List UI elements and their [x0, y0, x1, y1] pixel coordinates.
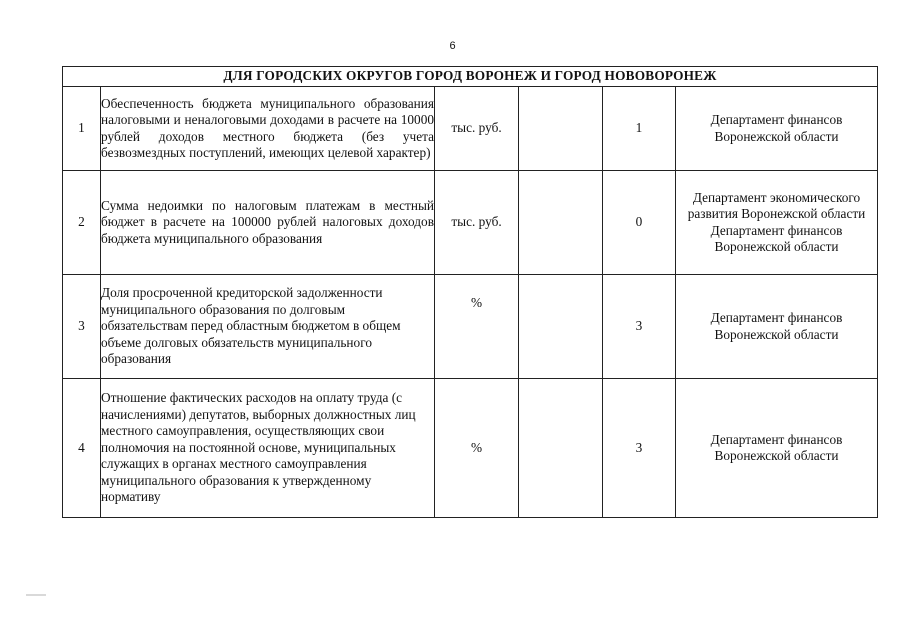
table-row	[63, 379, 878, 518]
unit-cell: тыс. руб.	[435, 171, 519, 275]
responsible-department: Департамент финансов Воронежской области	[676, 87, 878, 171]
section-header-row	[63, 67, 878, 87]
row-number: 3	[63, 275, 101, 379]
row-number: 1	[63, 87, 101, 171]
responsible-department: Департамент финансов Воронежской области	[676, 275, 878, 379]
empty-cell	[519, 171, 603, 275]
indicator-description: Отношение фактических расходов на оплату труда (с начислениями) депутатов, выборных должностных лиц местного самоуправления, осуществляющих свои полномочия на постоянной основе, муниципальных служащих в органах местного самоуправления муниципального образования к утвержденному нормативу	[101, 379, 435, 518]
value-cell: 3	[603, 379, 676, 518]
table-row	[63, 171, 878, 275]
empty-cell	[519, 87, 603, 171]
row-number: 4	[63, 379, 101, 518]
value-cell: 0	[603, 171, 676, 275]
responsible-department: Департамент финансов Воронежской области	[676, 379, 878, 518]
indicator-description: Доля просроченной кредиторской задолженности муниципального образования по долговым обязательствам перед областным бюджетом в общем объеме долговых обязательств муниципального образования	[101, 275, 435, 379]
unit-cell: тыс. руб.	[435, 87, 519, 171]
indicator-description: Обеспеченность бюджета муниципального образования налоговыми и неналоговыми доходами в расчете на 10000 рублей доходов местного бюджета (без учета безвозмездных поступлений, имеющих целевой характер)	[101, 87, 435, 171]
table-row	[63, 87, 878, 171]
value-cell: 3	[603, 275, 676, 379]
empty-cell	[519, 275, 603, 379]
responsible-department: Департамент экономического развития Воронежской области Департамент финансов Воронежской области	[676, 171, 878, 275]
page-number: 6	[449, 40, 456, 52]
scan-artifact	[26, 594, 46, 596]
empty-cell	[519, 379, 603, 518]
unit-cell: %	[435, 379, 519, 518]
unit-cell: %	[435, 275, 519, 379]
value-cell: 1	[603, 87, 676, 171]
indicator-description: Сумма недоимки по налоговым платежам в местный бюджет в расчете на 100000 рублей налоговых доходов бюджета муниципального образования	[101, 171, 435, 275]
indicators-table	[62, 66, 878, 518]
row-number: 2	[63, 171, 101, 275]
section-header: ДЛЯ ГОРОДСКИХ ОКРУГОВ ГОРОД ВОРОНЕЖ И ГОРОД НОВОВОРОНЕЖ	[63, 67, 878, 87]
table-row	[63, 275, 878, 379]
